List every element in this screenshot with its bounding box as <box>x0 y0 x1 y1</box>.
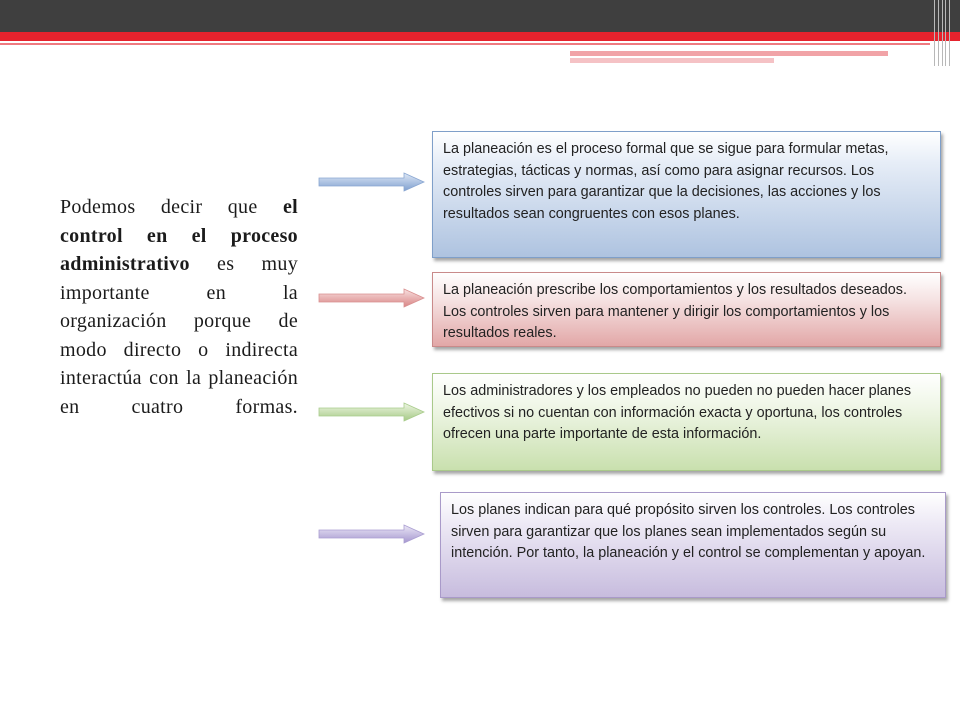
intro-paragraph <box>60 193 298 421</box>
intro-lead: Podemos decir que <box>60 196 283 218</box>
planning-box-1: La planeación es el proceso formal que se sigue para formular metas, estrategias, tácticas y normas, así como para asignar recursos. Los controles sirven para garantizar que la decisiones, las acciones y los resultados sean congruentes con esos planes. <box>432 131 941 258</box>
arrow-right-icon <box>318 402 426 422</box>
header-pink-stripe-short <box>570 58 774 63</box>
intro-tail: es muy importante en la organización porque de modo directo o indirecta interactúa con la planeación en cuatro formas. <box>60 253 298 418</box>
header-pink-stripe <box>570 51 888 56</box>
header-red-stripe <box>0 32 960 41</box>
header-corner-lines <box>934 0 952 66</box>
intro-bold: el control en el proceso administrativo <box>60 196 298 275</box>
planning-box-3: Los administradores y los empleados no pueden no pueden hacer planes efectivos si no cuentan con información exacta y oportuna, los controles ofrecen una parte importante de esta información. <box>432 373 941 471</box>
header-accent-line <box>0 43 930 45</box>
arrow-right-icon <box>318 172 426 192</box>
planning-box-2: La planeación prescribe los comportamientos y los resultados deseados. Los controles sirven para mantener y dirigir los comportamientos y los resultados reales. <box>432 272 941 347</box>
header-bar <box>0 0 960 32</box>
planning-box-4: Los planes indican para qué propósito sirven los controles. Los controles sirven para garantizar que los planes sean implementados según su intención. Por tanto, la planeación y el control se complementan y apoyan. <box>440 492 946 598</box>
arrow-right-icon <box>318 524 426 544</box>
arrow-right-icon <box>318 288 426 308</box>
